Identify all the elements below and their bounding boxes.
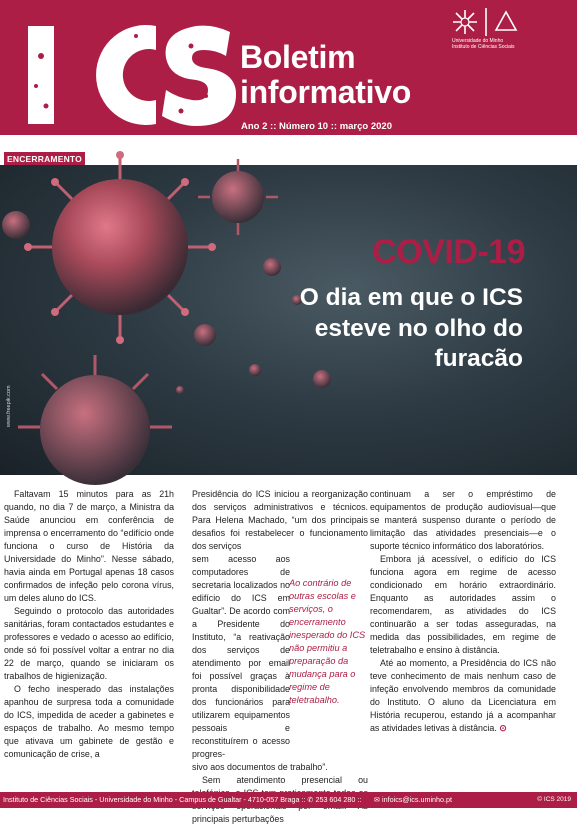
ics-logo-text: ICS (6, 6, 8, 7)
paragraph: Sem atendimento presencial ou principais perturbações (192, 775, 368, 824)
pull-quote: Ao contrário de outras escolas e serviços, o encerramento inesperado do ICS não permitiu a preparação da mudança para o regime de teletrabalho. (289, 578, 366, 705)
virus-bottom (18, 355, 172, 485)
title-line2: informativo (240, 74, 411, 110)
paragraph: sem acesso aos computadores de secretaria localizados no edifício do ICS em Gualtar”. De acordo com a Presidente do Instituto, “a reativação dos serviços de atendimento por email foi possível graças à pronta disponibilidade dos funcionários para utilizarem equipamentos pessoais e reconstituírem o acesso progres- (192, 554, 290, 759)
paragraph: Até ao momento, a Presidência do ICS não teve conhecimento de mais nenhum caso de infeção envolvendo membros da comunidade do Instituto. O aluno da Licenciatura em História recuperou, estando já a acompanhar as atividades letivas à distância. ⊙ (370, 658, 556, 733)
photo-credit: www.freepik.com (6, 385, 12, 427)
footer-email-link[interactable]: ✉ infoics@ics.uminho.pt (374, 795, 453, 804)
newsletter-title (240, 40, 411, 110)
end-of-article-icon: ⊙ (499, 723, 507, 733)
paragraph: sivo aos documentos de trabalho”. (192, 762, 328, 772)
headline: O dia em que o ICS esteve no olho do furacão (299, 284, 523, 372)
paragraph: Embora já acessível, o edifício do ICS funciona agora em regime de acesso condicionado em horário extraordinário. Enquanto as autoridades assim o recomendarem, as atividades do ICS continuarão a ser todas asseguradas, na medida das possibilidades, em regime de teletrabalho e ensino à distância. (370, 554, 556, 655)
paragraph: Seguindo o protocolo das autoridades sanitárias, foram contactados estudantes e professores e vedado o acesso ao edifício, onde só foi possível voltar a entrar no dia 22 de março, quando se iniciaram os trabalhos de higienização. (4, 606, 174, 681)
footer (0, 792, 577, 808)
paragraph: Presidência do ICS iniciou a reorganização dos serviços administrativos e técnicos. Para Helena Machado, “um dos principais desafios foi restabelecer o funcionamento dos serviços (192, 489, 368, 551)
virus-large (24, 151, 216, 344)
paragraph: Faltavam 15 minutos para as 21h quando, no dia 7 de março, a Ministra da Saúde anunciou em conferência de imprensa o encerramento do “edifício onde funciona o curso de História da Universidade do Minho”. Nesse sábado, havia ainda em Portugal apenas 18 casos confirmados de infeção pelo corona vírus, um deles aluno do ICS. (4, 489, 174, 603)
section-tag: ENCERRAMENTO (4, 152, 85, 166)
ics-logo (6, 6, 234, 130)
headline-kicker: COVID-19 (372, 233, 525, 271)
footer-copyright: © ICS 2019 (537, 796, 571, 803)
footer-address: Instituto de Ciências Sociais - Universidade do Minho - Campus de Gualtar - 4710-057 Braga :: ✆ 253 604 280 :: (3, 795, 362, 804)
article-column-1 (4, 488, 174, 761)
virus-right (198, 159, 278, 235)
hero-image (0, 165, 577, 475)
title-line1: Boletim (240, 39, 356, 75)
masthead (0, 0, 577, 135)
issue-info: Ano 2 :: Número 10 :: março 2020 (241, 121, 392, 132)
article-column-3 (370, 488, 556, 735)
paragraph: O fecho inesperado das instalações apanhou de surpresa toda a comunidade do ICS, impedida de aceder a gabinetes e espaços de trabalho. Ao mesmo tempo que ativava um gabinete de gestão e comunicação de crise, a (4, 684, 174, 759)
paragraph: continuam a ser o empréstimo de equipamentos de produção audiovisual—que se manterá suspenso durante o período de limitação das atividades presenciais—e o suporte técnico informático dos laboratórios. (370, 489, 556, 551)
university-name: Universidade do Minho Instituto de Ciências Sociais (452, 38, 515, 50)
